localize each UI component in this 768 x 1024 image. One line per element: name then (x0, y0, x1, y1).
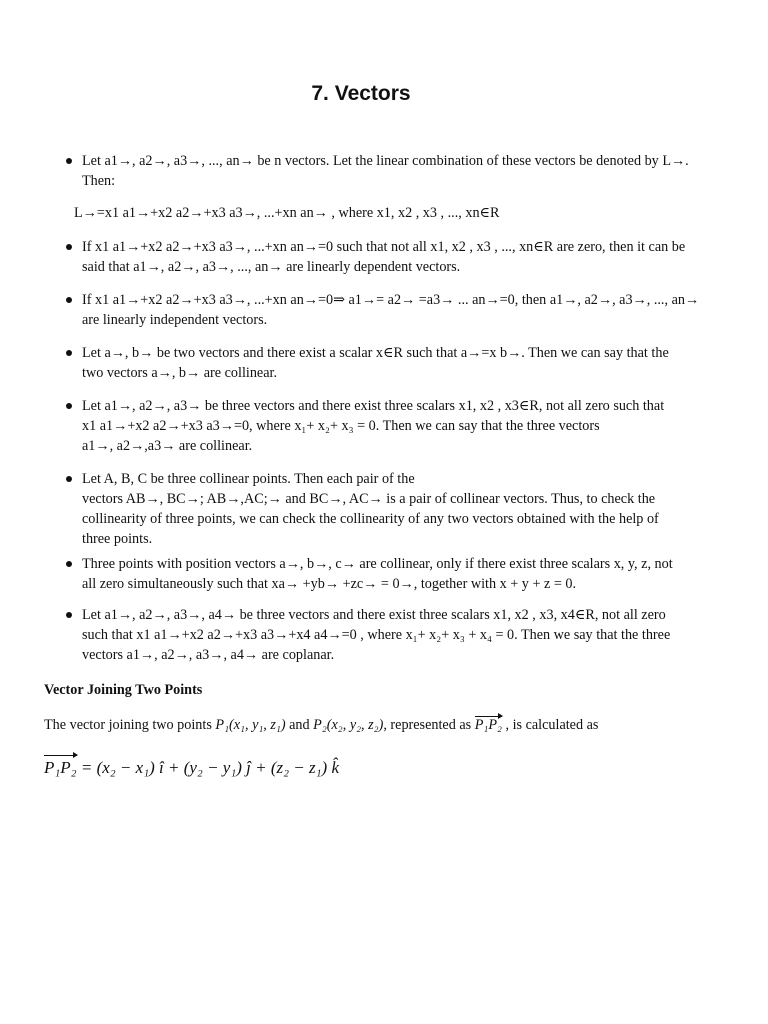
vector-p1p2: P₁P₂ (474, 717, 502, 733)
bullet-item-linear-combination (82, 151, 689, 191)
bullet-marker (66, 350, 72, 356)
joining-and: and (285, 717, 314, 733)
bullet-marker (66, 244, 72, 250)
bullet-line: Let a1→, a2→, a3→, a4→ be three vectors and there exist three scalars x1, x2 , x3, x4∈R, not all zero (82, 607, 666, 623)
bullet-line: a1→, a2→,a3→ are collinear. (82, 438, 253, 454)
bullet-line: Let A, B, C be three collinear points. Then each pair of the (82, 471, 415, 487)
bullet-line: two vectors a→, b→ are collinear. (82, 365, 278, 381)
bullet-line: vectors AB→, BC→; AB→,AC;→ and BC→, AC→ is a pair of collinear vectors. Thus, to check the (82, 491, 656, 507)
bullet-marker (66, 403, 72, 409)
bullet-line: x1 a1→+x2 a2→+x3 a3→=0, where x₁+ x₂+ x₃ = 0. Then we can say that the three vectors (82, 418, 600, 434)
bullet-line: If x1 a1→+x2 a2→+x3 a3→, ...+xn an→=0⇒ a1→= a2→ =a3→ ... an→=0, then a1→, a2→, a3→, ..., an→ (82, 292, 700, 308)
joining-suffix: , is calculated as (501, 717, 599, 733)
bullet-line: Then: (82, 173, 116, 189)
point-p1: P₁(x₁, y₁, z₁) (215, 717, 286, 733)
bullet-item-collinear-points (82, 469, 659, 549)
bullet-item-three-collinear-vectors (82, 396, 664, 456)
bullet-item-linearly-independent (82, 290, 699, 330)
bullet-line: vectors a1→, a2→, a3→, a4→ are coplanar. (82, 647, 335, 663)
bullet-marker (66, 561, 72, 567)
joining-represented: , represented as (383, 717, 475, 733)
bullet-item-position-vectors (82, 554, 673, 594)
bullet-line: three points. (82, 531, 153, 547)
bullet-marker (66, 612, 72, 618)
section-heading: Vector Joining Two Points (44, 682, 203, 698)
bullet-marker (66, 476, 72, 482)
bullet-line: said that a1→, a2→, a3→, ..., an→ are linearly dependent vectors. (82, 259, 461, 275)
bullet-item-coplanar (82, 605, 670, 665)
bullet-line: Let a→, b→ be two vectors and there exist a scalar x∈R such that a→=x b→. Then we can say that the (82, 345, 669, 361)
bullet-line: are linearly independent vectors. (82, 312, 268, 328)
bullet-item-two-collinear-vectors (82, 343, 669, 383)
linear-combination-equation: L→=x1 a1→+x2 a2→+x3 a3→, ...+xn an→ , where x1, x2 , x3 , ..., xn∈R (74, 205, 500, 221)
bullet-item-linearly-dependent (82, 237, 685, 277)
bullet-line: all zero simultaneously such that xa→ +yb→ +zc→ = 0→, together with x + y + z = 0. (82, 576, 577, 592)
bullet-marker (66, 297, 72, 303)
bullet-line: Let a1→, a2→, a3→ be three vectors and there exist three scalars x1, x2 , x3∈R, not all zero such that (82, 398, 665, 414)
bullet-line: If x1 a1→+x2 a2→+x3 a3→, ...+xn an→=0 such that not all x1, x2 , x3 , ..., xn∈R are zero, then it can be (82, 239, 686, 255)
bullet-line: collinearity of three points, we can check the collinearity of any two vectors obtained with the help of (82, 511, 659, 527)
vector-formula (44, 754, 339, 782)
bullet-line: Three points with position vectors a→, b→, c→ are collinear, only if there exist three scalars x, y, z, not (82, 556, 673, 572)
joining-points-paragraph (44, 715, 598, 735)
bullet-marker (66, 158, 72, 164)
bullet-line: Let a1→, a2→, a3→, ..., an→ be n vectors. Let the linear combination of these vectors be denoted by L→. (82, 153, 689, 169)
bullet-line: such that x1 a1→+x2 a2→+x3 a3→+x4 a4→=0 , where x₁+ x₂+ x₃ + x₄ = 0. Then we say that the three (82, 627, 671, 643)
formula-rhs: = (x₂ − x₁) î + (y₂ − y₁) ĵ + (z₂ − z₁) k̂ (76, 758, 340, 777)
joining-prefix: The vector joining two points (44, 717, 216, 733)
point-p2: P₂(x₂, y₂, z₂) (313, 717, 384, 733)
page-title: 7. Vectors (311, 82, 411, 105)
formula-lhs: P₁P₂ (44, 754, 77, 782)
